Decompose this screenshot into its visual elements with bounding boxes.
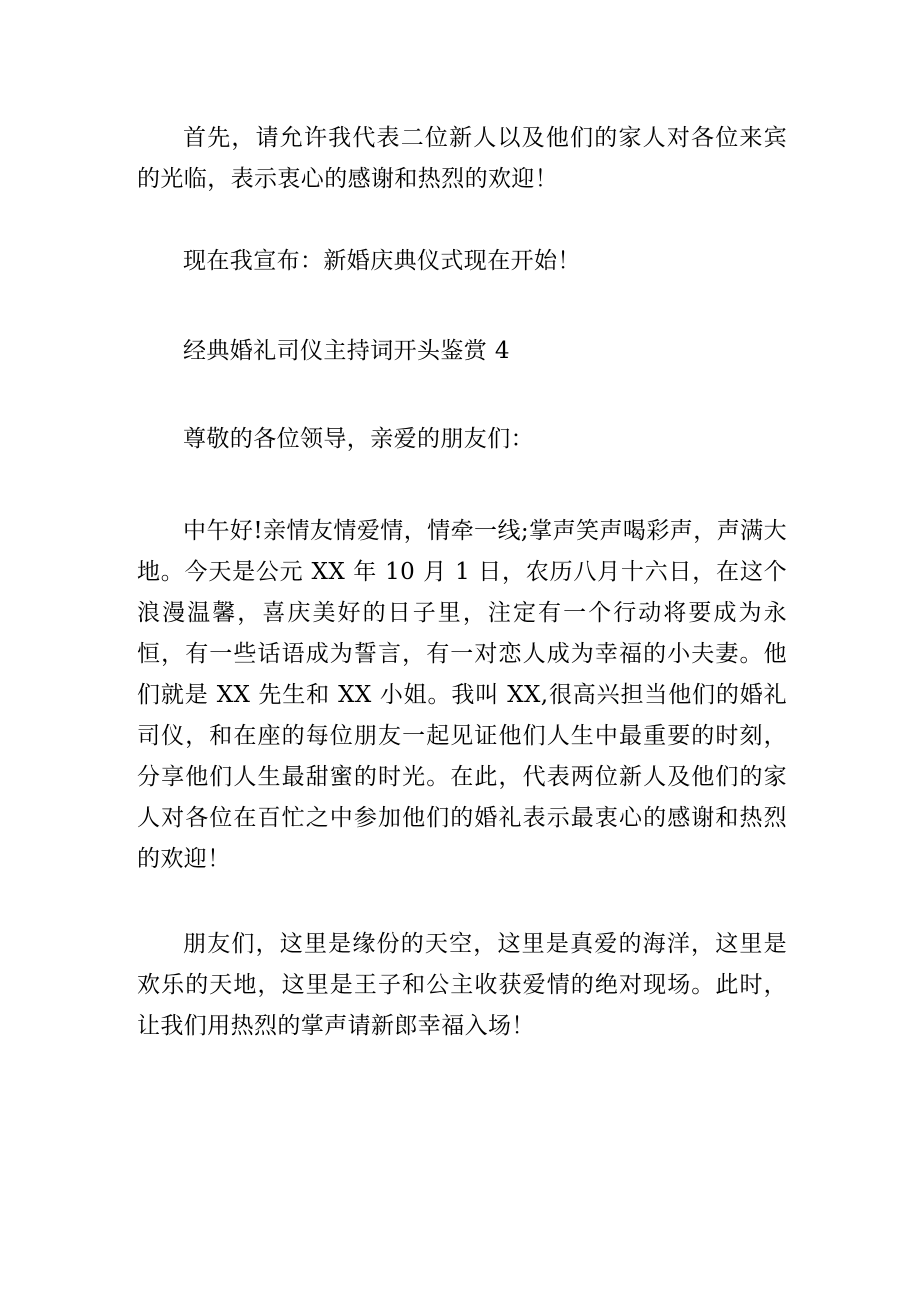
paragraph-welcome: 首先，请允许我代表二位新人以及他们的家人对各位来宾的光临，表示衷心的感谢和热烈的欢迎！: [137, 125, 787, 192]
paragraph-groom-entrance: 朋友们，这里是缘份的天空，这里是真爱的海洋，这里是欢乐的天地，这里是王子和公主收获爱情的绝对现场。此时，让我们用热烈的掌声请新郎幸福入场！: [137, 931, 787, 1039]
paragraph-opening-speech: 中午好!亲情友情爱情，情牵一线;掌声笑声喝彩声，声满大地。今天是公元 XX 年 10 月 1 日，农历八月十六日，在这个浪漫温馨，喜庆美好的日子里，注定有一个行动将要成为永恒，有一些话语成为誓言，有一对恋人成为幸福的小夫妻。他们就是 XX 先生和 XX 小姐。我叫 XX,很高兴担当他们的婚礼司仪，和在座的每位朋友一起见证他们人生中最重要的时刻，分享他们人生最甜蜜的时光。在此，代表两位新人及他们的家人对各位在百忙之中参加他们的婚礼表示最衷心的感谢和热烈的欢迎！: [137, 518, 787, 872]
section-heading: 经典婚礼司仪主持词开头鉴赏 4: [183, 338, 510, 364]
paragraph-ceremony-start: 现在我宣布：新婚庆典仪式现在开始！: [183, 248, 581, 274]
paragraph-salutation: 尊敬的各位领导，亲爱的朋友们：: [183, 426, 534, 452]
document-body: [137, 118, 787, 1047]
